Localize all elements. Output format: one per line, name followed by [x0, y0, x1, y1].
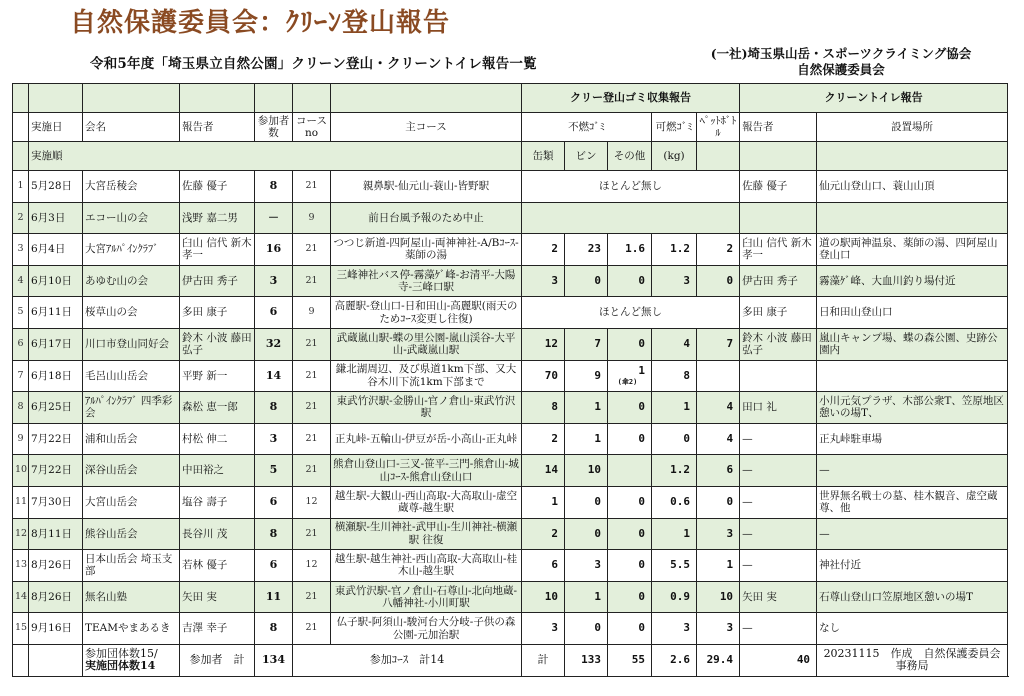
row-course-no: 21 — [293, 423, 331, 455]
row-pet: 10 — [697, 581, 740, 613]
row-main-course: 越生駅-越生神社-西山高取-大高取山-桂木山-越生駅 — [331, 550, 522, 582]
header-reporter: 報告者 — [180, 113, 255, 142]
row-pet: 6 — [697, 455, 740, 487]
row-reporter: 佐藤 優子 — [180, 171, 255, 203]
row-reporter: 臼山 信代 新木 孝一 — [180, 234, 255, 266]
row-course-no: 21 — [293, 360, 331, 392]
row-reporter: 多田 康子 — [180, 297, 255, 329]
row-toilet-place: 日和田山登山口 — [817, 297, 1008, 329]
row-can: 6 — [522, 550, 565, 582]
row-bottle: 10 — [565, 455, 608, 487]
table-row — [13, 455, 1008, 487]
row-course-no: 21 — [293, 613, 331, 645]
row-club: 無名山塾 — [83, 581, 180, 613]
row-other-value: 0 — [638, 337, 645, 351]
table-row — [13, 328, 1008, 360]
row-participants: 3 — [255, 265, 293, 297]
row-pet: 7 — [697, 328, 740, 360]
table-row — [13, 613, 1008, 645]
row-burnable: 1.2 — [652, 234, 697, 266]
row-burnable: 1 — [652, 518, 697, 550]
footer-pet: 40 — [740, 644, 817, 676]
header-kg: (kg) — [652, 142, 697, 171]
row-main-course: つつじ新道-四阿屋山-両神神社-A/Bｺｰｽ-薬師の湯 — [331, 234, 522, 266]
row-course-no: 21 — [293, 171, 331, 203]
footer-can: 133 — [565, 644, 608, 676]
header-toilet-group: クリーントイレ報告 — [740, 84, 1008, 113]
row-main-course: 前日台風予報のため中止 — [331, 202, 522, 234]
row-toilet-reporter — [740, 360, 817, 392]
row-other-value: 1.6 — [625, 242, 645, 256]
page-title: 自然保護委員会：ｸﾘｰﾝ登山報告 — [70, 8, 451, 38]
header-club: 会名 — [83, 113, 180, 142]
row-main-course: 東武竹沢駅-官ノ倉山-石尊山-北向地蔵-八幡神社-小川町駅 — [331, 581, 522, 613]
row-toilet-reporter: 田口 礼 — [740, 392, 817, 424]
row-burnable: 5.5 — [652, 550, 697, 582]
row-toilet-place: 小川元気プラザ、木部公衆T、笠原地区憩いの場T、 — [817, 392, 1008, 424]
row-can: 3 — [522, 613, 565, 645]
row-trash-empty — [522, 202, 740, 234]
row-burnable: 8 — [652, 360, 697, 392]
row-toilet-place: 石尊山登山口笠原地区憩いの場T — [817, 581, 1008, 613]
row-main-course: 東武竹沢駅-金勝山-官ノ倉山-東武竹沢駅 — [331, 392, 522, 424]
row-toilet-reporter: — — [740, 423, 817, 455]
row-participants: － — [255, 202, 293, 234]
row-participants: 6 — [255, 550, 293, 582]
row-toilet-place: — — [817, 455, 1008, 487]
header-pet: ﾍﾟｯﾄﾎﾞﾄﾙ — [697, 113, 740, 142]
row-other — [608, 550, 652, 582]
row-burnable: 1 — [652, 392, 697, 424]
table-row — [13, 550, 1008, 582]
row-toilet-place: 神社付近 — [817, 550, 1008, 582]
table-row — [13, 581, 1008, 613]
row-number: 7 — [13, 360, 29, 392]
header-toilet-reporter: 報告者 — [740, 113, 817, 142]
header-main-course: 主コース — [331, 113, 522, 142]
row-toilet-place — [817, 360, 1008, 392]
row-course-no: 21 — [293, 265, 331, 297]
row-date: 6月25日 — [29, 392, 83, 424]
row-number: 12 — [13, 518, 29, 550]
row-other — [608, 486, 652, 518]
row-reporter: 吉澤 幸子 — [180, 613, 255, 645]
row-reporter: 村松 伸二 — [180, 423, 255, 455]
row-other-value: 0 — [638, 273, 645, 287]
row-can: 2 — [522, 234, 565, 266]
row-number: 14 — [13, 581, 29, 613]
row-toilet-reporter: 臼山 信代 新木 孝一 — [740, 234, 817, 266]
row-date: 6月3日 — [29, 202, 83, 234]
row-toilet-reporter: — — [740, 550, 817, 582]
row-other-value: 0 — [638, 400, 645, 414]
row-burnable: 1.2 — [652, 455, 697, 487]
row-bottle: 1 — [565, 581, 608, 613]
row-other — [608, 328, 652, 360]
row-participants: 11 — [255, 581, 293, 613]
row-pet: 3 — [697, 518, 740, 550]
row-course-no: 21 — [293, 234, 331, 266]
row-can: 10 — [522, 581, 565, 613]
row-participants: 32 — [255, 328, 293, 360]
row-date: 6月11日 — [29, 297, 83, 329]
row-club: ｱﾙﾊﾟｲﾝｸﾗﾌﾞ 四季彩会 — [83, 392, 180, 424]
row-club: 桜草山の会 — [83, 297, 180, 329]
header-row-2 — [13, 113, 1008, 142]
row-course-no: 9 — [293, 202, 331, 234]
table-row — [13, 486, 1008, 518]
row-toilet-place: 仙元山登山口、蓑山山頂 — [817, 171, 1008, 203]
row-pet: 0 — [697, 486, 740, 518]
row-other-value: 0 — [638, 558, 645, 572]
row-toilet-reporter: 伊古田 秀子 — [740, 265, 817, 297]
header-participants: 参加者数 — [255, 113, 293, 142]
row-other-value: 0 — [638, 526, 645, 540]
row-pet: 4 — [697, 392, 740, 424]
row-date: 5月28日 — [29, 171, 83, 203]
row-main-course: 越生駅-大観山-西山高取-大高取山-虚空蔵尊-越生駅 — [331, 486, 522, 518]
header-row-3 — [13, 142, 1008, 171]
table-row — [13, 392, 1008, 424]
table-row — [13, 423, 1008, 455]
row-toilet-reporter — [740, 202, 817, 234]
row-pet: 0 — [697, 265, 740, 297]
row-date: 8月11日 — [29, 518, 83, 550]
footer-note: 20231115 作成 自然保護委員会 事務局 — [817, 644, 1008, 676]
table-row — [13, 202, 1008, 234]
row-toilet-place: 世界無名戦士の墓、桂木観音、虚空蔵尊、他 — [817, 486, 1008, 518]
row-can: 3 — [522, 265, 565, 297]
row-main-course: 横瀬駅-生川神社-武甲山-生川神社-横瀬駅 往復 — [331, 518, 522, 550]
row-other — [608, 455, 652, 487]
row-main-course: 親鼻駅-仙元山-蓑山-皆野駅 — [331, 171, 522, 203]
row-main-course: 鎌北湖周辺、及び県道1km下部、又大谷木川下流1km下部まで — [331, 360, 522, 392]
row-course-no: 21 — [293, 455, 331, 487]
row-number: 1 — [13, 171, 29, 203]
row-other-value: 0 — [638, 621, 645, 635]
row-burnable: 4 — [652, 328, 697, 360]
row-date: 8月26日 — [29, 581, 83, 613]
row-participants: 6 — [255, 486, 293, 518]
row-bottle: 9 — [565, 360, 608, 392]
row-can: 14 — [522, 455, 565, 487]
header-other: その他 — [608, 142, 652, 171]
row-toilet-reporter: 鈴木 小波 藤田 弘子 — [740, 328, 817, 360]
row-bottle: 7 — [565, 328, 608, 360]
header-date: 実施日 — [29, 113, 83, 142]
row-bottle: 0 — [565, 486, 608, 518]
row-toilet-reporter: 佐藤 優子 — [740, 171, 817, 203]
row-can: 2 — [522, 518, 565, 550]
row-club: 大宮岳稜会 — [83, 171, 180, 203]
row-other — [608, 360, 652, 392]
row-toilet-place: なし — [817, 613, 1008, 645]
row-bottle: 0 — [565, 265, 608, 297]
row-course-no: 21 — [293, 328, 331, 360]
row-date: 7月22日 — [29, 455, 83, 487]
footer-course-label: 参加ｺｰｽ 計14 — [293, 644, 522, 676]
row-toilet-reporter: 矢田 実 — [740, 581, 817, 613]
row-reporter: 平野 新一 — [180, 360, 255, 392]
report-subtitle: 令和5年度「埼玉県立自然公園」クリーン登山・クリーントイレ報告一覧 — [90, 56, 537, 72]
organization-name: (一社)埼玉県山岳・スポーツクライミング協会 — [710, 46, 972, 61]
table-row — [13, 234, 1008, 266]
header-toilet-place: 設置場所 — [817, 113, 1008, 142]
organization — [682, 46, 1000, 78]
row-club: 川口市登山同好会 — [83, 328, 180, 360]
row-participants: 8 — [255, 392, 293, 424]
row-other — [608, 423, 652, 455]
row-date: 8月26日 — [29, 550, 83, 582]
row-number: 15 — [13, 613, 29, 645]
row-reporter: 長谷川 茂 — [180, 518, 255, 550]
row-toilet-reporter: — — [740, 518, 817, 550]
row-other — [608, 518, 652, 550]
row-can: 12 — [522, 328, 565, 360]
header-order: 実施順 — [29, 142, 522, 171]
row-other-value: 0 — [638, 431, 645, 445]
row-participants: 3 — [255, 423, 293, 455]
row-pet: 3 — [697, 613, 740, 645]
row-participants: 5 — [255, 455, 293, 487]
row-toilet-place: 嵐山キャンプ場、蝶の森公園、史跡公園内 — [817, 328, 1008, 360]
header-nonburn: 不燃ｺﾞﾐ — [522, 113, 652, 142]
row-main-course: 仏子駅-阿須山-駿河台大分岐-子供の森公園-元加治駅 — [331, 613, 522, 645]
row-participants: 6 — [255, 297, 293, 329]
row-date: 6月4日 — [29, 234, 83, 266]
row-reporter: 中田裕之 — [180, 455, 255, 487]
row-course-no: 9 — [293, 297, 331, 329]
row-number: 10 — [13, 455, 29, 487]
row-bottle: 1 — [565, 392, 608, 424]
footer-groups: 参加団体数15/ 実施団体数14 — [83, 644, 180, 676]
row-club: 大宮ｱﾙﾊﾟｲﾝｸﾗﾌﾞ — [83, 234, 180, 266]
footer-row — [13, 644, 1008, 676]
row-pet: 1 — [697, 550, 740, 582]
row-trash-note: ほとんど無し — [522, 297, 740, 329]
row-toilet-place: 道の駅両神温泉、薬師の湯、四阿屋山登山口 — [817, 234, 1008, 266]
header-trash-group: クリー登山ゴミ収集報告 — [522, 84, 740, 113]
row-participants: 8 — [255, 518, 293, 550]
footer-participants-label: 参加者 計 — [180, 644, 255, 676]
row-reporter: 鈴木 小波 藤田 弘子 — [180, 328, 255, 360]
row-can: 1 — [522, 486, 565, 518]
row-bottle: 3 — [565, 550, 608, 582]
row-other — [608, 265, 652, 297]
row-participants: 16 — [255, 234, 293, 266]
footer-total-label: 計 — [522, 644, 565, 676]
row-bottle: 1 — [565, 423, 608, 455]
row-can: 70 — [522, 360, 565, 392]
row-date: 6月10日 — [29, 265, 83, 297]
row-participants: 14 — [255, 360, 293, 392]
row-pet — [697, 360, 740, 392]
row-pet: 4 — [697, 423, 740, 455]
row-bottle: 0 — [565, 518, 608, 550]
row-reporter: 塩谷 壽子 — [180, 486, 255, 518]
row-course-no: 21 — [293, 392, 331, 424]
row-trash-note: ほとんど無し — [522, 171, 740, 203]
header-course-no: コース no — [293, 113, 331, 142]
row-main-course: 正丸峠-五輪山-伊豆が岳-小高山-正丸峠 — [331, 423, 522, 455]
row-club: 浦和山岳会 — [83, 423, 180, 455]
row-course-no: 12 — [293, 486, 331, 518]
row-reporter: 矢田 実 — [180, 581, 255, 613]
row-reporter: 若林 優子 — [180, 550, 255, 582]
row-toilet-place: 霧藻ｹﾞ峰、大血川釣り場付近 — [817, 265, 1008, 297]
row-reporter: 伊古田 秀子 — [180, 265, 255, 297]
row-number: 6 — [13, 328, 29, 360]
row-bottle: 0 — [565, 613, 608, 645]
row-date: 7月22日 — [29, 423, 83, 455]
header-bottle: ビン — [565, 142, 608, 171]
row-club: 熊谷山岳会 — [83, 518, 180, 550]
row-participants: 8 — [255, 613, 293, 645]
row-other-note: (傘2) — [617, 377, 638, 386]
row-number: 13 — [13, 550, 29, 582]
footer-bottle: 55 — [608, 644, 652, 676]
row-toilet-place: — — [817, 518, 1008, 550]
row-reporter: 森松 恵一郎 — [180, 392, 255, 424]
row-bottle: 23 — [565, 234, 608, 266]
row-main-course: 三峰神社バス停-霧藻ｹﾞ峰-お清平-大陽寺-三峰口駅 — [331, 265, 522, 297]
row-reporter: 浅野 嘉二男 — [180, 202, 255, 234]
row-other — [608, 392, 652, 424]
row-pet: 2 — [697, 234, 740, 266]
table-row — [13, 297, 1008, 329]
table-row — [13, 171, 1008, 203]
row-course-no: 12 — [293, 550, 331, 582]
row-burnable: 3 — [652, 613, 697, 645]
row-number: 2 — [13, 202, 29, 234]
row-main-course: 武蔵嵐山駅-蝶の里公園-嵐山渓谷-大平山-武蔵嵐山駅 — [331, 328, 522, 360]
row-can: 2 — [522, 423, 565, 455]
row-other-value: 1 — [638, 364, 645, 378]
committee-name: 自然保護委員会 — [797, 62, 885, 77]
row-other — [608, 234, 652, 266]
row-burnable: 0 — [652, 423, 697, 455]
row-date: 9月16日 — [29, 613, 83, 645]
row-date: 7月30日 — [29, 486, 83, 518]
row-toilet-reporter: — — [740, 613, 817, 645]
row-date: 6月17日 — [29, 328, 83, 360]
row-club: 日本山岳会 埼玉支部 — [83, 550, 180, 582]
footer-other: 2.6 — [652, 644, 697, 676]
row-participants: 8 — [255, 171, 293, 203]
row-can: 8 — [522, 392, 565, 424]
report-table — [12, 83, 1008, 677]
row-number: 9 — [13, 423, 29, 455]
row-club: 毛呂山山岳会 — [83, 360, 180, 392]
row-burnable: 0.9 — [652, 581, 697, 613]
row-main-course: 高麗駅-登山口-日和田山-高麗駅(雨天のためｺｰｽ変更し往復) — [331, 297, 522, 329]
row-number: 3 — [13, 234, 29, 266]
footer-burn: 29.4 — [697, 644, 740, 676]
header-can: 缶類 — [522, 142, 565, 171]
row-club: 深谷山岳会 — [83, 455, 180, 487]
row-toilet-place: 正丸峠駐車場 — [817, 423, 1008, 455]
row-course-no: 21 — [293, 581, 331, 613]
row-club: あゆむ山の会 — [83, 265, 180, 297]
header-row-1 — [13, 84, 1008, 113]
row-other — [608, 613, 652, 645]
row-toilet-place — [817, 202, 1008, 234]
row-other-value: 0 — [638, 494, 645, 508]
table-row — [13, 360, 1008, 392]
row-number: 5 — [13, 297, 29, 329]
table-row — [13, 518, 1008, 550]
row-other-value: 0 — [638, 589, 645, 603]
row-number: 8 — [13, 392, 29, 424]
row-burnable: 0.6 — [652, 486, 697, 518]
row-toilet-reporter: 多田 康子 — [740, 297, 817, 329]
row-burnable: 3 — [652, 265, 697, 297]
table-row — [13, 265, 1008, 297]
row-number: 11 — [13, 486, 29, 518]
row-other — [608, 581, 652, 613]
footer-participants-total: 134 — [255, 644, 293, 676]
row-club: エコー山の会 — [83, 202, 180, 234]
row-club: 大宮山岳会 — [83, 486, 180, 518]
header-burn: 可燃ｺﾞﾐ — [652, 113, 697, 142]
row-date: 6月18日 — [29, 360, 83, 392]
row-number: 4 — [13, 265, 29, 297]
row-main-course: 熊倉山登山口-三叉-笹平-三門-熊倉山-城山ｺｰｽ-熊倉山登山口 — [331, 455, 522, 487]
row-toilet-reporter: — — [740, 486, 817, 518]
row-club: TEAMやまあるき — [83, 613, 180, 645]
row-toilet-reporter: — — [740, 455, 817, 487]
row-course-no: 21 — [293, 518, 331, 550]
